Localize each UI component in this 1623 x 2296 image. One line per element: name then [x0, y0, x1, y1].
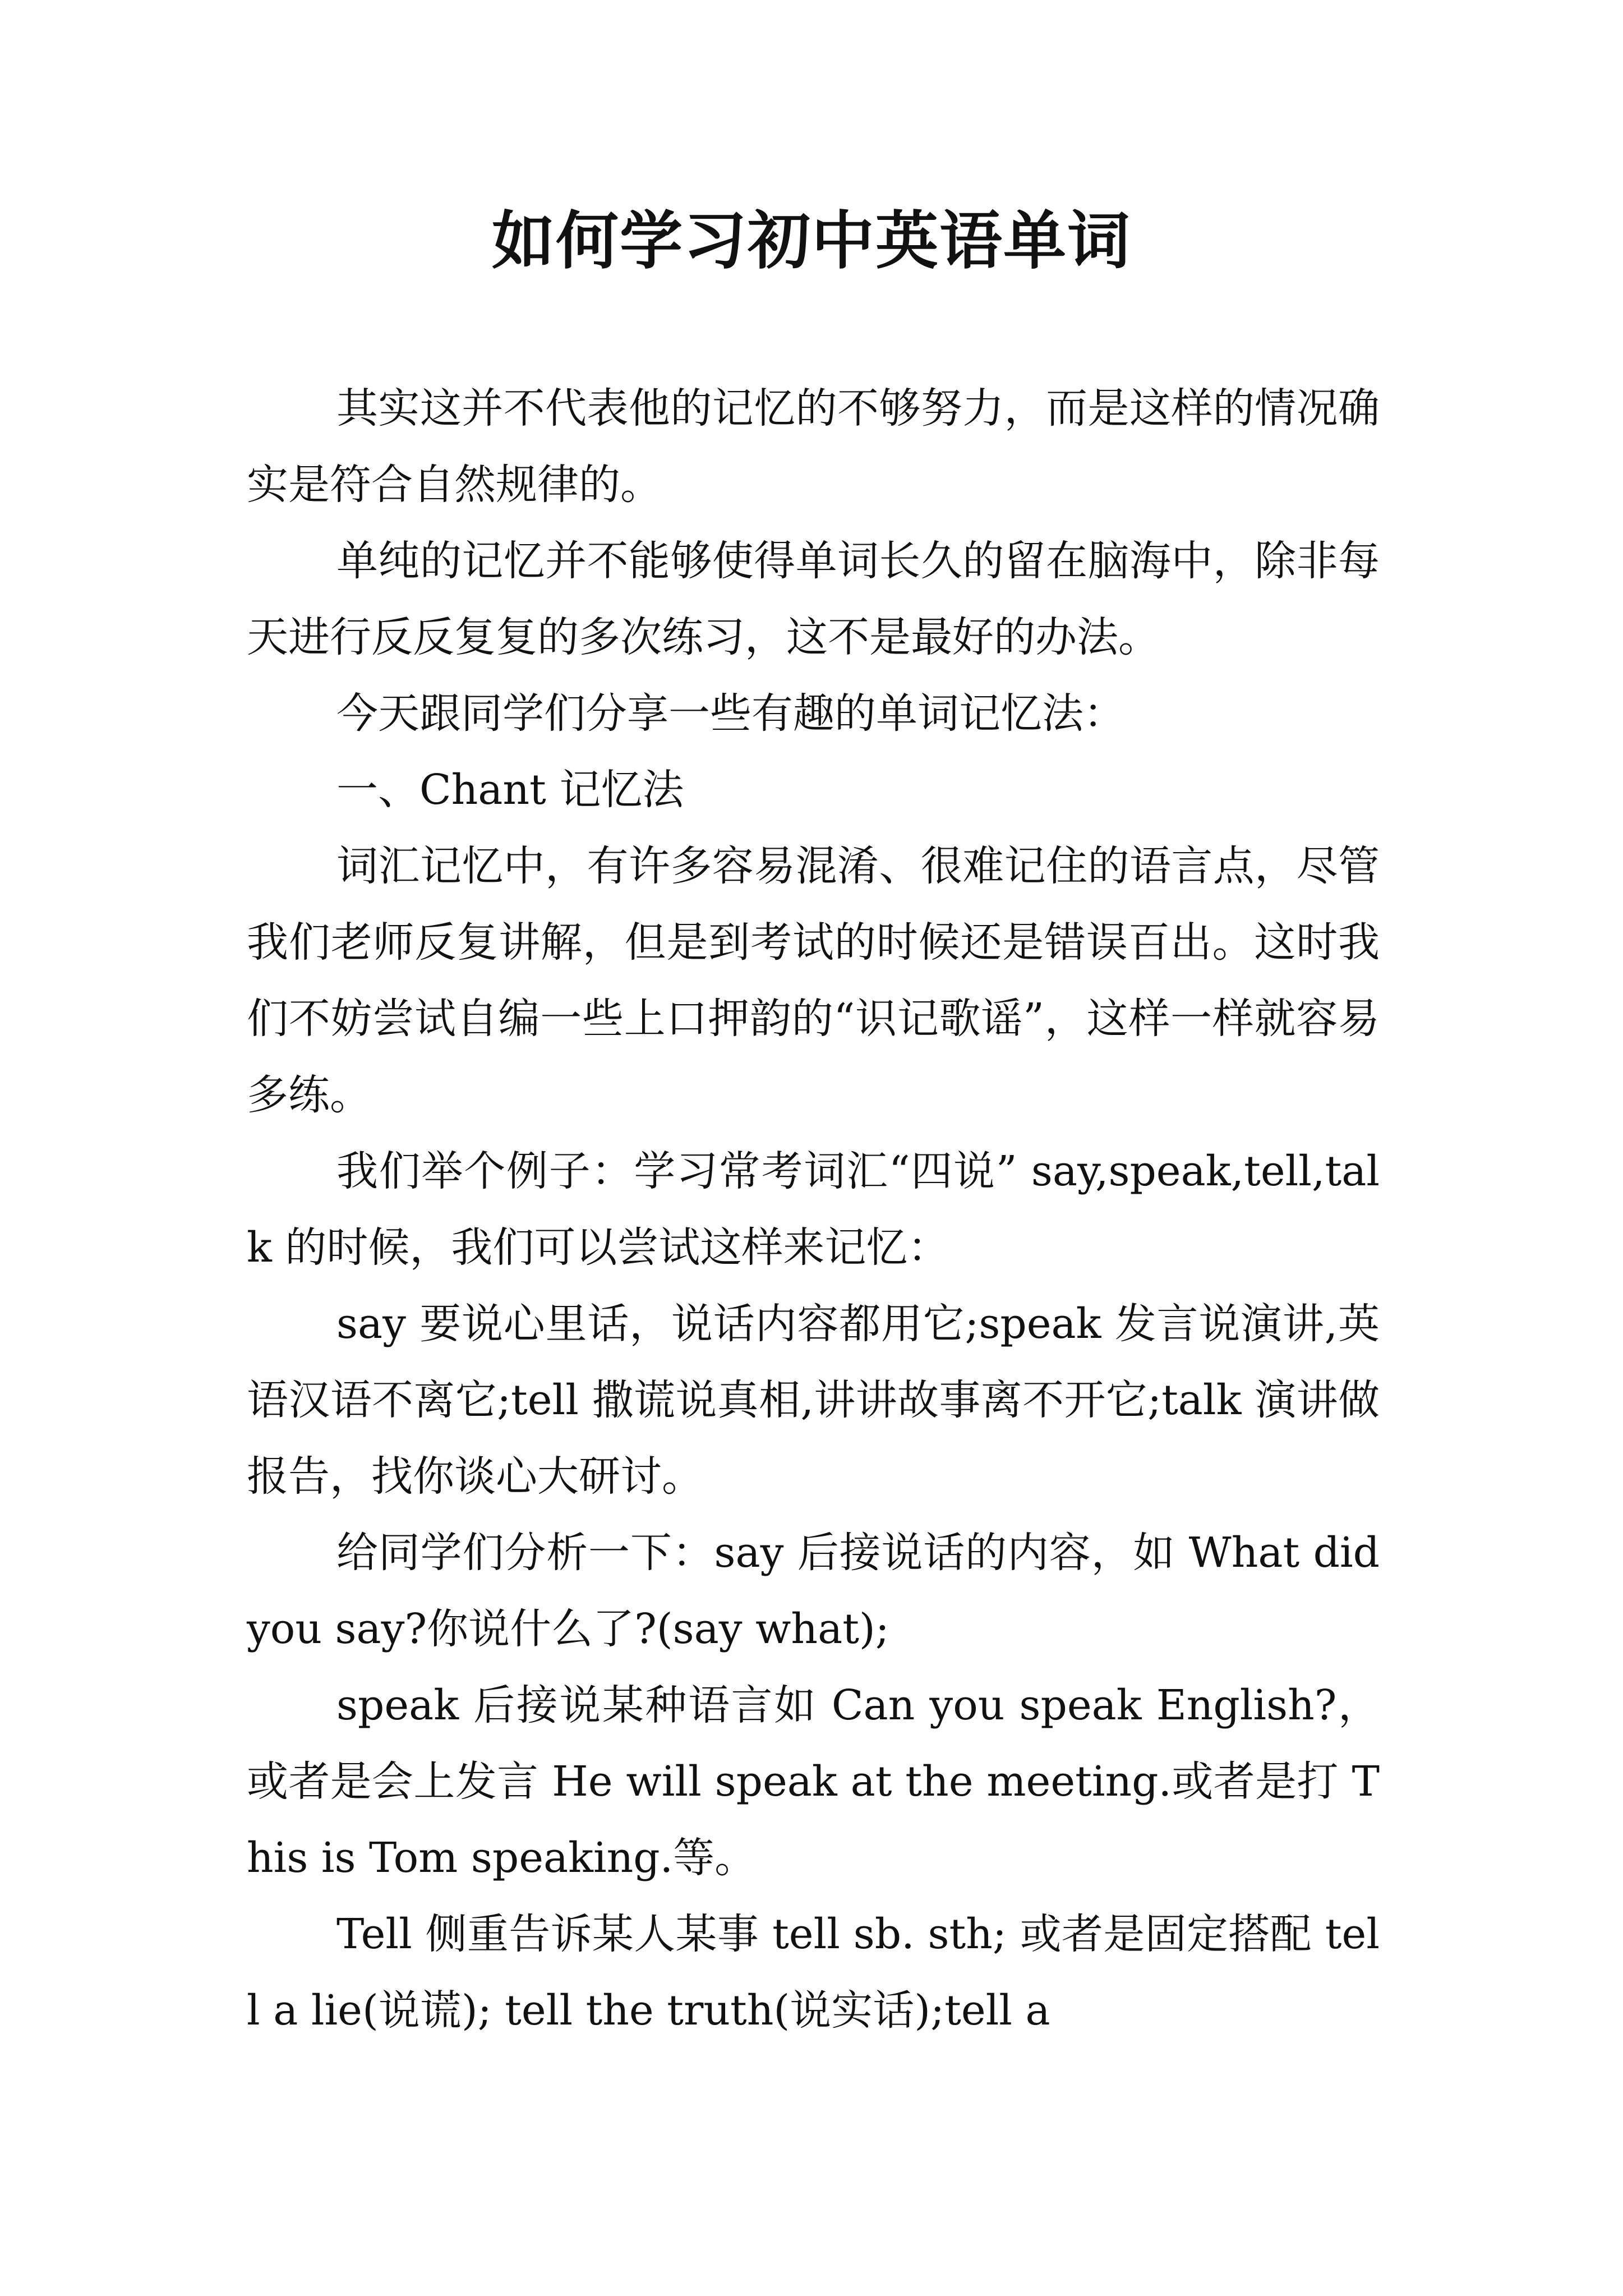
paragraph: say 要说心里话，说话内容都用它;speak 发言说演讲,英语汉语不离它;tell 撒谎说真相,讲讲故事离不开它;talk 演讲做报告，找你谈心大研讨。: [247, 1300, 1380, 1501]
document-title: 如何学习初中英语单词: [492, 204, 1131, 278]
document-body: [247, 370, 1380, 2049]
paragraph: speak 后接说某种语言如 Can you speak English?，或者是会上发言 He will speak at the meeting.或者是打 This is Tom speaking.等。: [247, 1681, 1380, 1882]
paragraph: Tell 侧重告诉某人某事 tell sb. sth; 或者是固定搭配 tell a lie(说谎); tell the truth(说实话);tell a: [247, 1910, 1380, 2035]
section-heading: 一、Chant 记忆法: [336, 766, 684, 814]
paragraph: 今天跟同学们分享一些有趣的单词记忆法：: [336, 689, 1125, 738]
paragraph: 我们举个例子：学习常考词汇“四说” say,speak,tell,talk 的时候，我们可以尝试这样来记忆：: [247, 1147, 1380, 1272]
paragraph: 单纯的记忆并不能够使得单词长久的留在脑海中，除非每天进行反反复复的多次练习，这不是最好的办法。: [247, 537, 1380, 661]
paragraph: 给同学们分析一下：say 后接说话的内容，如 What did you say?你说什么了?(say what);: [247, 1529, 1380, 1653]
paragraph: 词汇记忆中，有许多容易混淆、很难记住的语言点，尽管我们老师反复讲解，但是到考试的时候还是错误百出。这时我们不妨尝试自编一些上口押韵的“识记歌谣”，这样一样就容易多练。: [247, 842, 1380, 1119]
paragraph: 其实这并不代表他的记忆的不够努力，而是这样的情况确实是符合自然规律的。: [247, 384, 1380, 509]
